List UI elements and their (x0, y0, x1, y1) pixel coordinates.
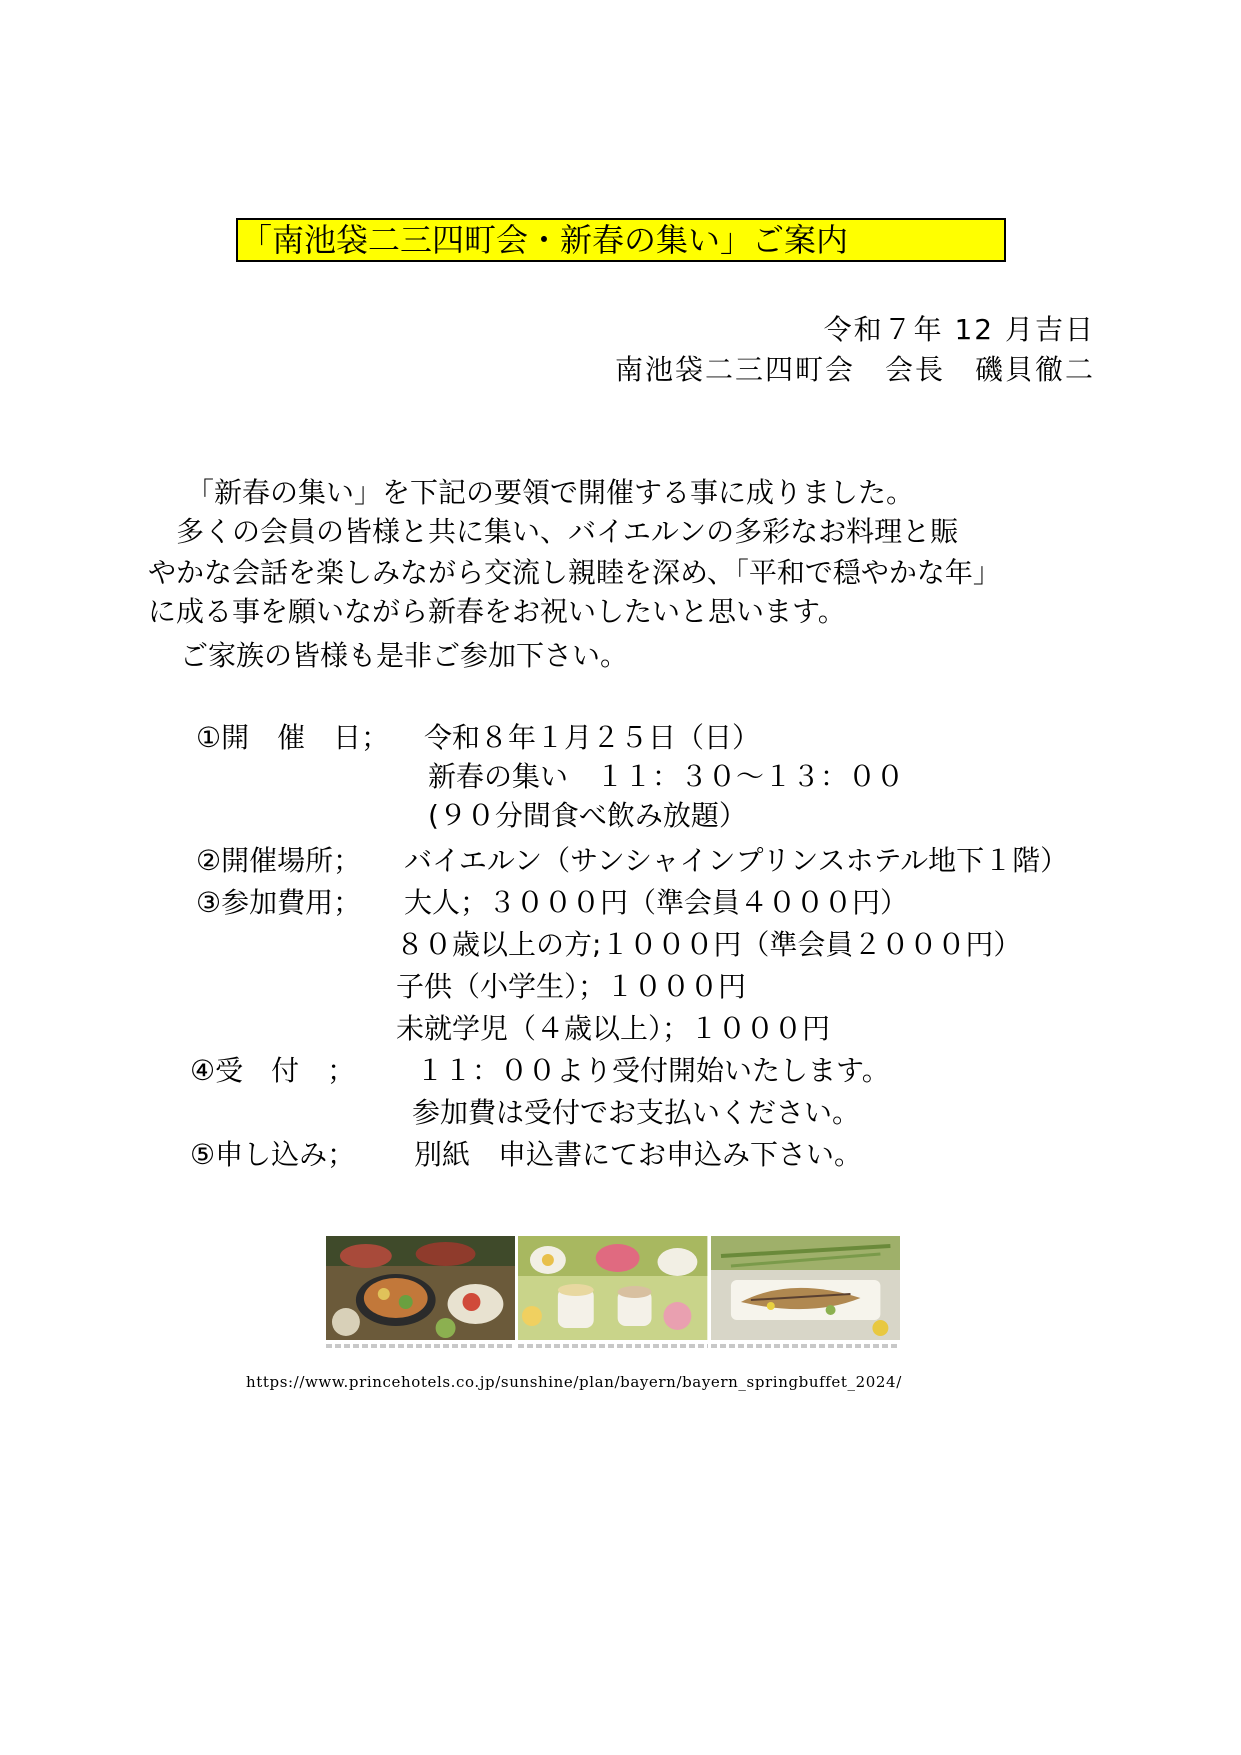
dessert-cups-photo (518, 1236, 707, 1340)
reception-note: 参加費は受付でお支払いください。 (412, 1096, 861, 1129)
fee-preschool: 未就学児（４歳以上）；１０００円 (396, 1012, 831, 1045)
photo-caption-1 (326, 1344, 515, 1348)
fee-senior: ８０歳以上の方;１０００円（準会員２０００円） (396, 928, 1022, 961)
body-line-5: ご家族の皆様も是非ご参加下さい。 (180, 639, 629, 672)
body-line-4: に成る事を願いながら新春をお祝いしたいと思います。 (148, 595, 846, 628)
time-value: 新春の集い １１：３０〜１３：００ (428, 760, 905, 793)
source-url: https://www.princehotels.co.jp/sunshine/plan/bayern/bayern_springbuffet_2024/ (246, 1373, 902, 1391)
fee-adult: 大人；３０００円（準会員４０００円） (404, 886, 909, 919)
venue-value: バイエルン（サンシャインプリンスホテル地下１階） (404, 844, 1069, 877)
body-line-1: 「新春の集い」を下記の要領で開催する事に成りました。 (186, 476, 915, 509)
body-line-3: やかな会話を楽しみながら交流し親睦を深め、「平和で穏やかな年」 (148, 556, 1001, 589)
buffet-platter-photo (326, 1236, 515, 1340)
time-note: (９０分間食べ飲み放題） (428, 799, 747, 832)
body-line-2: 多くの会員の皆様と共に集い、バイエルンの多彩なお料理と賑 (176, 515, 959, 548)
reception-label: ④受 付 ； (190, 1054, 356, 1087)
reception-value: １１：００より受付開始いたします。 (416, 1054, 890, 1087)
venue-label: ②開催場所； (196, 844, 362, 877)
grilled-fish-photo (711, 1236, 900, 1340)
page-title: 「南池袋二三四町会・新春の集い」ご案内 (236, 218, 1006, 262)
fee-label: ③参加費用； (196, 886, 362, 919)
photo-caption-2 (518, 1344, 707, 1348)
photo-caption-strip (326, 1340, 900, 1352)
apply-label: ⑤申し込み； (190, 1138, 356, 1171)
title-box (236, 218, 1006, 262)
photo-caption-3 (711, 1344, 900, 1348)
fee-child: 子供（小学生）；１０００円 (396, 970, 747, 1003)
issue-date: 令和７年 12 月吉日 (823, 313, 1095, 346)
date-value: 令和８年１月２５日（日） (424, 721, 761, 754)
apply-value: 別紙 申込書にてお申込み下さい。 (414, 1138, 863, 1171)
buffet-photos (326, 1236, 900, 1340)
sender: 南池袋二三四町会 会長 磯貝徹二 (614, 353, 1095, 386)
date-label: ①開 催 日； (196, 721, 390, 754)
